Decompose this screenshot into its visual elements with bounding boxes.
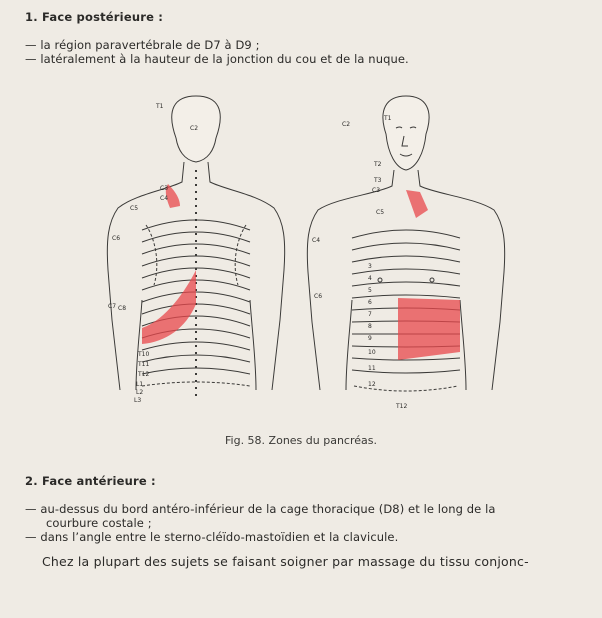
- front-label: C6: [314, 293, 323, 300]
- pancreas-zones-figure: [96, 90, 516, 430]
- front-label: 4: [368, 275, 372, 282]
- back-label: C4: [160, 195, 169, 202]
- front-label: T2: [374, 161, 382, 168]
- back-view: [107, 96, 284, 400]
- body-paragraph: Chez la plupart des sujets se faisant soigner par massage du tissu conjonc-: [42, 554, 529, 569]
- section1-heading: 1. Face postérieure :: [25, 10, 164, 24]
- back-label: L1: [136, 381, 144, 388]
- back-label: L2: [136, 389, 144, 396]
- front-label: 3: [368, 263, 372, 270]
- front-label: T1: [384, 115, 392, 122]
- front-label: T12: [396, 403, 408, 410]
- front-view: [307, 96, 504, 391]
- front-label: 5: [368, 287, 372, 294]
- section2-item-1-line-1: — au-dessus du bord antéro-inférieur de la cage thoracique (D8) et le long de la: [25, 502, 496, 516]
- front-label: 6: [368, 299, 372, 306]
- front-label: 10: [368, 349, 376, 356]
- front-zone-clavicle: [406, 190, 428, 218]
- front-label: 7: [368, 311, 372, 318]
- front-label: 11: [368, 365, 376, 372]
- front-label: T3: [374, 177, 382, 184]
- back-label: T10: [138, 351, 150, 358]
- back-label: T11: [138, 361, 150, 368]
- front-label: C2: [342, 121, 351, 128]
- section1-item-2: — latéralement à la hauteur de la jonction du cou et de la nuque.: [25, 52, 409, 66]
- figure-caption: Fig. 58. Zones du pancréas.: [225, 434, 377, 447]
- back-label: C6: [112, 235, 121, 242]
- section1-item-1: — la région paravertébrale de D7 à D9 ;: [25, 38, 260, 52]
- front-label: 9: [368, 335, 372, 342]
- front-label: 12: [368, 381, 376, 388]
- back-label: C5: [130, 205, 139, 212]
- section2-item-2: — dans l’angle entre le sterno-cléïdo-mastoïdien et la clavicule.: [25, 530, 399, 544]
- back-label: C3: [160, 185, 169, 192]
- front-label: C4: [312, 237, 321, 244]
- back-label: T1: [156, 103, 164, 110]
- back-label: L3: [134, 397, 142, 404]
- front-label: C3: [372, 187, 381, 194]
- back-label: T12: [138, 371, 150, 378]
- section2-heading: 2. Face antérieure :: [25, 474, 156, 488]
- front-label: C5: [376, 209, 385, 216]
- back-label: C2: [190, 125, 199, 132]
- back-label: C8: [118, 305, 127, 312]
- back-label: C7: [108, 303, 117, 310]
- front-label: 8: [368, 323, 372, 330]
- section2-item-1-line-2: courbure costale ;: [46, 516, 152, 530]
- front-zone-costal: [398, 298, 460, 360]
